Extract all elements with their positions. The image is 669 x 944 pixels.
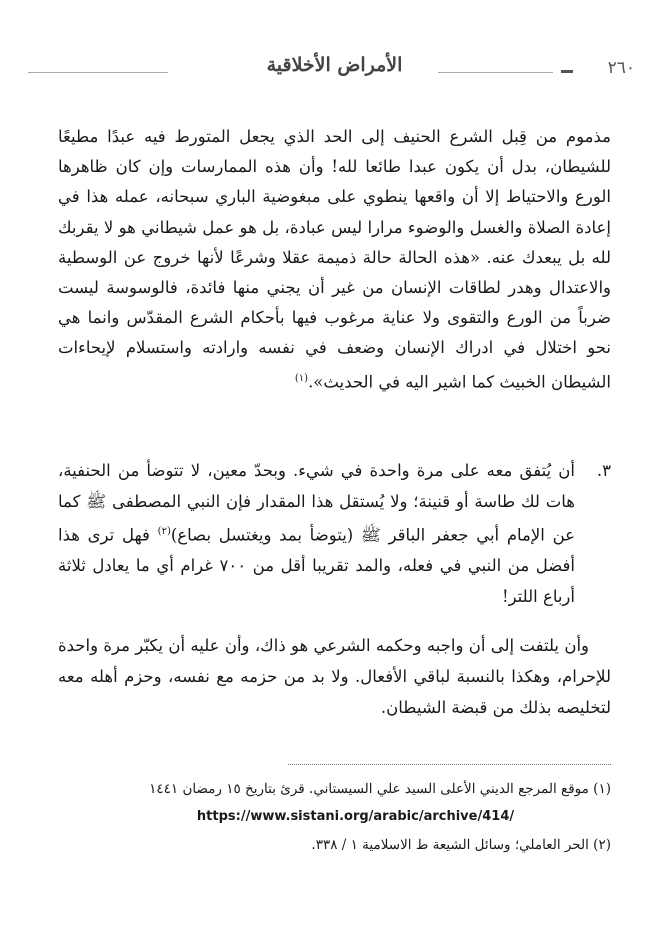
footnote-ref-2[interactable]: (٢) <box>157 526 171 537</box>
header-dash <box>561 70 573 73</box>
list-item-3 <box>58 456 611 612</box>
chapter-title: الأمراض الأخلاقية <box>266 54 403 76</box>
footnote-ref-1[interactable]: (١) <box>294 372 309 384</box>
page-number: ٢٦٠ <box>607 58 635 78</box>
header-rule-right <box>438 72 553 73</box>
running-header <box>28 54 641 90</box>
list-item-text <box>58 456 575 612</box>
body-paragraph-2: وأن يلتفت إلى أن واجبه وحكمه الشرعي هو ذاك، وأن عليه أن يكبّر مرة واحدة للإحرام، وهكذا بالنسبة لباقي الأفعال. ولا بد من حزمه مع نفسه، وحزم أهله معه لتخليصه بذلك من قبضة الشيطان. <box>58 636 611 717</box>
footnotes <box>100 776 611 858</box>
list-item-text-part2: فهل ترى هذا أفضل من النبي في فعله، والمد تقريبا أقل من ٧٠٠ غرام أي ما يعادل ثلاثة أرباع اللتر! <box>58 525 575 606</box>
list-item-number: ٣. <box>596 461 611 480</box>
body-paragraph-1 <box>58 122 611 397</box>
footnote-1: (١) موقع المرجع الديني الأعلى السيد علي السيستاني. قرئ بتاريخ ١٥ رمضان ١٤٤١ <box>149 781 611 797</box>
footnote-separator <box>288 764 611 765</box>
footnote-2: (٢) الحر العاملي؛ وسائل الشيعة ط الاسلامية ١ / ٣٣٨. <box>311 837 611 853</box>
paragraph-1-text: مذموم من قِبل الشرع الحنيف إلى الحد الذي يجعل المتورط فيه عبدًا مطيعًا للشيطان، بدل أن يكون عبدا طائعا لله! وأن هذه الممارسات وإن كان ظاهرها الورع والاحتياط إلا أن واقعها ينطوي على مبغوضية الباري سبحانه، عمله هذا في إعادة الصلاة والغسل والوضوء مرارا ليس عبادة، بل هو عمل شيطاني هو لا يقربك لله بل يبعدك عنه. «هذه الحالة حالة ذميمة عقلا وشرعًا لأنها خروج عن الوسطية والاعتدال وهدر لطاقات الإنسان من غير أن يجني منها فائدة، فالوسوسة ليست ضرباً من الورع والتقوى ولا عناية مرغوب فيها بأحكام الشرع المقدّس وانما هي نحو اختلال في ادراك الإنسان وضعف في نفسه وارادته واستسلام لإيحاءات الشيطان الخبيث كما اشير اليه في الحديث». <box>58 127 611 392</box>
list-item-text-part1: أن يُتفق معه على مرة واحدة في شيء. وبحدّ معين، لا تتوضأ من الحنفية، هات لك طاسة أو قنينة؛ ولا يُستقل هذا المقدار فإن النبي المصطفى ﷺ كما عن الإمام أبي جعفر الباقر ﷺ (يتوضأ بمد ويغتسل بصاع) <box>58 461 575 545</box>
footnote-1-url[interactable]: https://www.sistani.org/arabic/archive/414/ <box>196 809 515 824</box>
